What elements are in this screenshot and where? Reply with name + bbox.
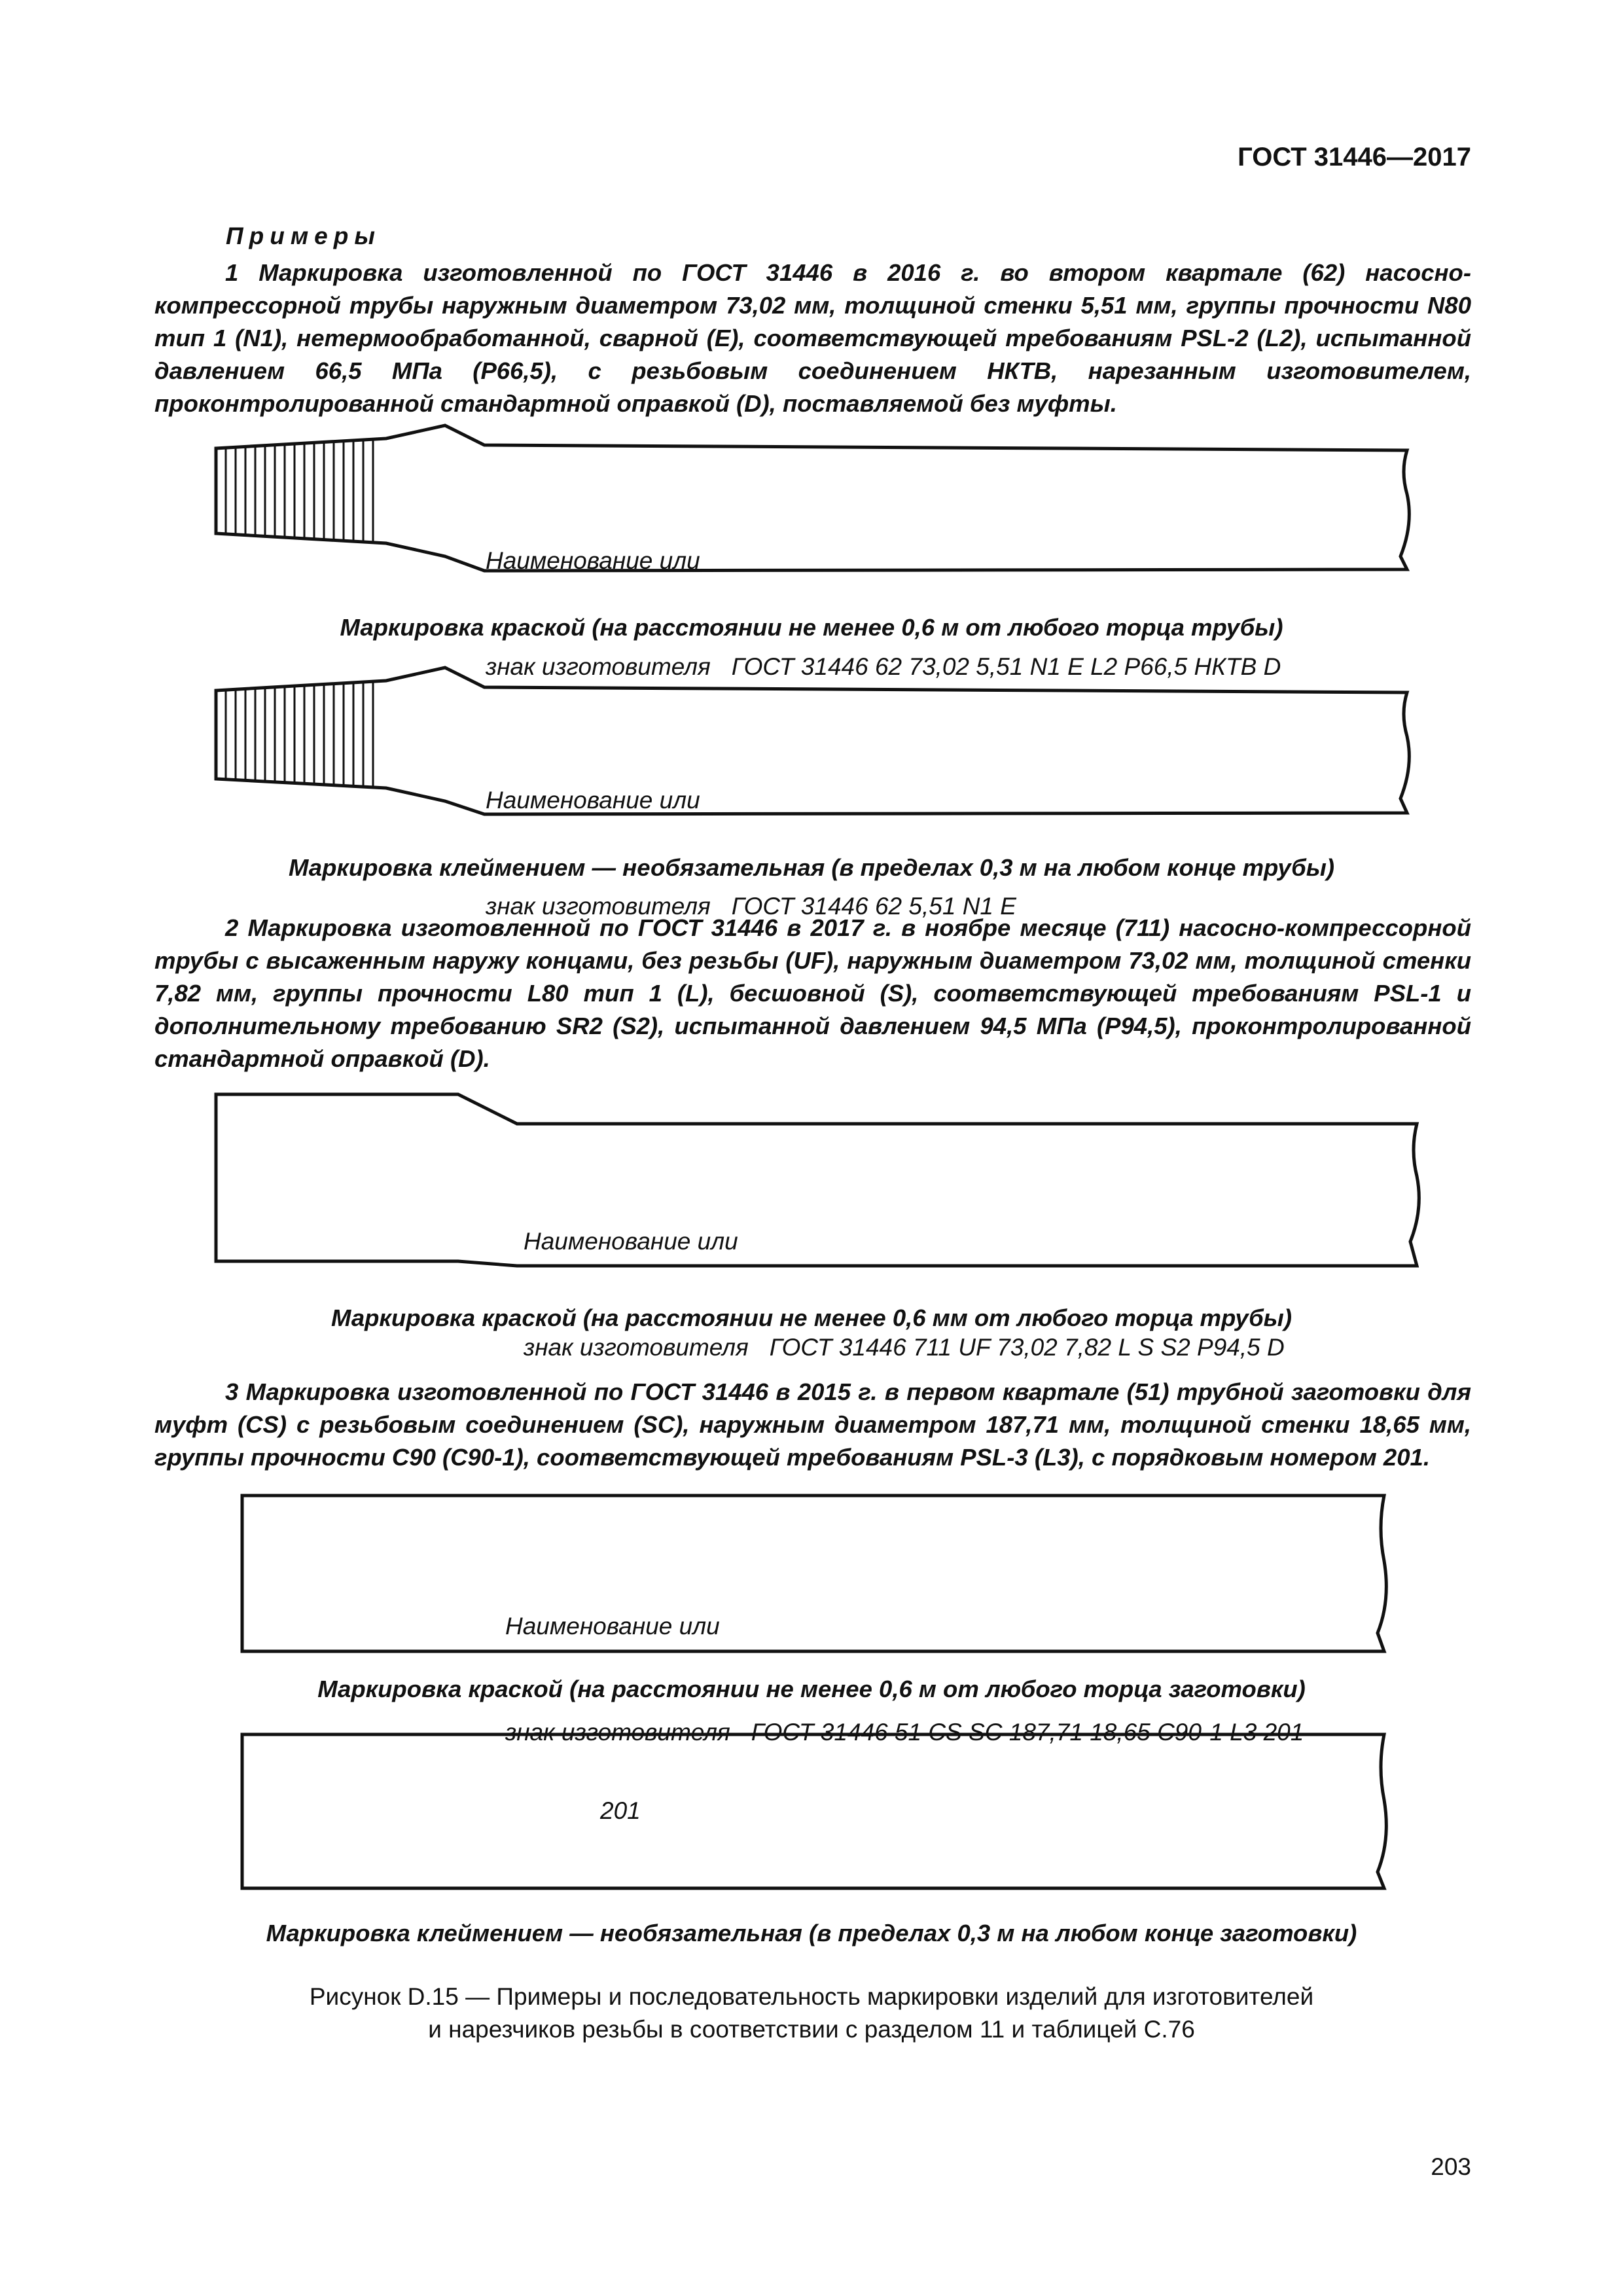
stamp-marking-caption-1: Маркировка клеймением — необязательная (в пределах 0,3 м на любом конце трубы)	[288, 854, 1335, 881]
paint-marking-caption-2: Маркировка краской (на расстоянии не менее 0,6 мм от любого торца трубы)	[330, 1304, 1293, 1331]
page-number: 203	[1431, 2153, 1471, 2180]
marking-code: ГОСТ 31446 711 UF 73,02 7,82 L S S2 P94,5 D	[769, 1334, 1285, 1361]
maker-sign-label: знак изготовителя	[524, 1334, 749, 1361]
marking-code: ГОСТ 31446 62 5,51 N1 E	[731, 893, 1016, 920]
marking-code: ГОСТ 31446 62 73,02 5,51 N1 E L2 P66,5 НКТВ D	[731, 653, 1281, 680]
examples-heading: Примеры	[226, 223, 381, 249]
maker-name-label: Наименование или	[524, 1228, 738, 1255]
maker-sign-label: знак изготовителя	[486, 653, 711, 680]
coupling-stock-drawing	[0, 1734, 1623, 1895]
figure-caption-line-2: и нарезчиков резьбы в соответствии с разделом 11 и таблицей С.76	[428, 2016, 1195, 2043]
maker-sign-label: знак изготовителя	[486, 893, 711, 920]
paint-marking-caption-3: Маркировка краской (на расстоянии не менее 0,6 м от любого торца заготовки)	[317, 1676, 1306, 1702]
figure-caption-line-1: Рисунок D.15 — Примеры и последовательность маркировки изделий для изготовителей	[309, 1983, 1314, 2010]
maker-sign-label: знак изготовителя	[505, 1719, 730, 1746]
maker-name-label: Наименование или	[505, 1613, 720, 1640]
marking-code: ГОСТ 31446 51 CS SC 187,71 18,65 C90-1 L3 201	[751, 1719, 1304, 1746]
example-1-text: 1 Маркировка изготовленной по ГОСТ 31446 в 2016 г. во втором квартале (62) насосно-компрессорной трубы наружным диаметром 73,02 мм, толщиной стенки 5,51 мм, группы прочности N80 тип 1 (N1), нетермообработанной, сварной (Е), соответствующей требованиям PSL-2 (L2), испытанной давлением 66,5 МПа (P66,5), с резьбовым соединением НКТВ, нарезанным изготовителем, проконтролированной стандартной оправкой (D), поставляемой без муфты.	[154, 259, 1471, 417]
maker-name-label: Наименование или	[486, 787, 700, 814]
document-header: ГОСТ 31446—2017	[1238, 143, 1471, 171]
stamp-marking-caption-3: Маркировка клеймением — необязательная (в пределах 0,3 м на любом конце заготовки)	[266, 1920, 1357, 1946]
thread-lines	[226, 681, 373, 788]
thread-lines	[226, 439, 373, 543]
coupling-stock-diagram-stamp	[0, 1734, 1623, 1895]
example-3-text: 3 Маркировка изготовленной по ГОСТ 31446 в 2015 г. в первом квартале (51) трубной заготовки для муфт (CS) с резьбовым соединением (SC), наружным диаметром 187,71 мм, толщиной стенки 18,65 мм, группы прочности С90 (С90-1), соответствующей требованиям PSL-3 (L3), с порядковым номером 201.	[154, 1378, 1471, 1471]
stamp-serial-number: 201	[600, 1797, 641, 1824]
maker-name-label: Наименование или	[486, 547, 700, 574]
paint-marking-caption-1: Маркировка краской (на расстоянии не менее 0,6 м от любого торца трубы)	[340, 614, 1283, 641]
example-2-text: 2 Маркировка изготовленной по ГОСТ 31446 в 2017 г. в ноябре месяце (711) насосно-компрессорной трубы с высаженным наружу концами, без резьбы (UF), наружным диаметром 73,02 мм, толщиной стенки 7,82 мм, группы прочности L80 тип 1 (L), бесшовной (S), соответствующей требованиям PSL-1 и дополнительному требованию SR2 (S2), испытанной давлением 94,5 МПа (P94,5), проконтролированной стандартной оправкой (D).	[154, 914, 1471, 1072]
